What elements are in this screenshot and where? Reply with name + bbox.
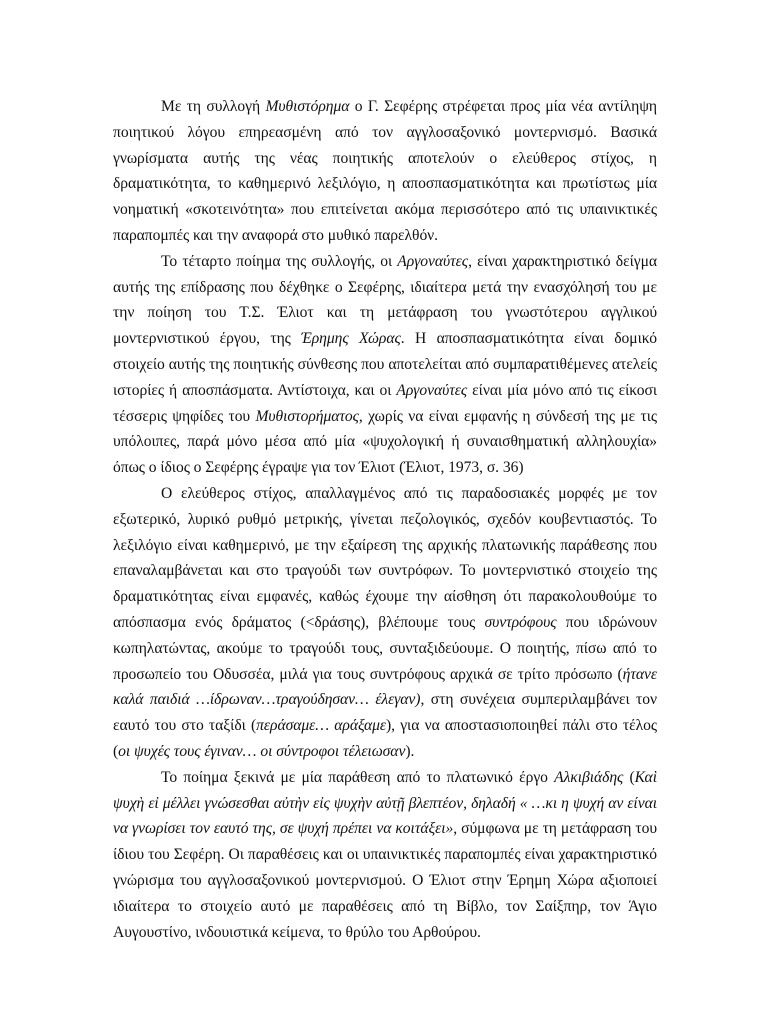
text-span: ), για να αποστασιοποιηθεί πάλι στο τέλος ( (113, 717, 657, 760)
text-span: , σύμφωνα με τη μετάφραση του ίδιου του Σεφέρη. Οι παραθέσεις και οι υπαινικτικές παραπομπές είναι χαρακτηριστικό γνώρισμα του αγγλοσαξονικού μοντερνισμού. Ο Έλιοτ στην Έρημη Χώρα αξιοποιεί ιδιαίτερα το στοιχείο αυτό με παραθέσεις από τη Βίβλο, τον Σαίξπηρ, τον Άγιο Αυγουστίνο, ινδουιστικά κείμενα, το θρύλο του Αρθούρου. (113, 820, 657, 941)
paragraph-3 (113, 481, 657, 765)
italic-quote: περάσαμε… αράξαμε (256, 717, 386, 735)
italic-title-mythistorima: Μυθιστόρημα (265, 98, 350, 115)
text-span: ). (405, 742, 415, 760)
paragraph-4 (113, 765, 657, 946)
italic-word: συντρόφους (484, 613, 557, 631)
body-text (113, 94, 657, 945)
italic-title-argonautes: Αργοναύτες (396, 381, 468, 399)
text-span: , χωρίς να είναι εμφανής η σύνδεσή της με τις υπόλοιπες, παρά μόνο μέσα από μία «ψυχολογική ή συναισθηματική αλληλουχία» όπως ο ίδιος ο Σεφέρης έγραψε για τον Έλιοτ (Έλιοτ, 1973, σ. 36) (113, 407, 657, 477)
italic-quote: ήτανε καλά παιδιά …ίδρωναν…τραγούδησαν… έλεγαν) (113, 665, 657, 709)
text-span: , στη συνέχεια συμπεριλαμβάνει τον εαυτό του στο ταξίδι ( (113, 691, 657, 735)
italic-title-mythistorimatos: Μυθιστορήματος (255, 407, 359, 425)
italic-quote-plato: Καὶ ψυχὴ εἰ μέλλει γνώσεσθαι αὐτὴν εἰς ψυχὴν αὐτῇ βλεπτέον, δηλαδή « …κι η ψυχή αν είναι να γνωρίσει τον εαυτό της, σε ψυχή πρέπει να κοιτάξει» (113, 768, 657, 838)
text-span: , είναι χαρακτηριστικό δείγμα αυτής της επίδρασης που δέχθηκε ο Σεφέρης, ιδιαίτερα μετά την ενασχόλησή του με την ποίηση του Τ.Σ. Έλιοτ και τη μετάφραση του γνωστότερου αγγλικού μοντερνιστικού έργου, της (113, 252, 658, 348)
text-span: ( (623, 768, 635, 786)
text-span: είναι μία μόνο από τις είκοσι τέσσερις ψηφίδες του (113, 381, 658, 425)
text-span: ο Γ. Σεφέρης στρέφεται προς μία νέα αντίληψη ποιητικού λόγου επηρεασμένη από τον αγγλοσαξονικό μοντερνισμό. Βασικά γνωρίσματα αυτής της νέας ποιητικής αποτελούν ο ελεύθερος στίχος, η δραματικότητα, το καθημερινό λεξιλόγιο, η αποσπασματικότητα και πρωτίστως μία νοηματική «σκοτεινότητα» που επιτείνεται ακόμα περισσότερο από τις υπαινικτικές παραπομπές και την αναφορά στο μυθικό παρελθόν. (113, 98, 658, 244)
text-span: . Η αποσπασματικότητα είναι δομικό στοιχείο αυτής της ποιητικής σύνθεσης που αποτελείται από συμπαρατιθέμενες ατελείς ιστορίες ή αποσπάσματα. Αντίστοιχα, και οι (113, 330, 657, 399)
italic-quote: οι ψυχές τους έγιναν… οι σύντροφοι τέλειωσαν (118, 742, 406, 760)
paragraph-2 (113, 249, 657, 481)
text-span: Το ποίημα ξεκινά με μία παράθεση από το πλατωνικό έργο (161, 768, 555, 786)
paragraph-1 (113, 94, 657, 249)
text-span: Με τη συλλογή (161, 98, 266, 115)
text-span: που ιδρώνουν κωπηλατώντας, ακούμε το τραγούδι τους, συνταξιδεύουμε. Ο ποιητής, πίσω από το προσωπείο του Οδυσσέα, μιλά για τους συντρόφους αρχικά σε τρίτο πρόσωπο ( (113, 613, 657, 683)
italic-title-alkiviadis: Αλκιβιάδης (554, 768, 624, 786)
text-span: Ο ελεύθερος στίχος, απαλλαγμένος από τις παραδοσιακές μορφές με τον εξωτερικό, λυρικό ρυθμό μετρικής, γίνεται πεζολογικός, σχεδόν κουβεντιαστός. Το λεξιλόγιο είναι καθημερινό, με την εξαίρεση της αρχικής πλατωνικής παράθεσης που επαναλαμβάνεται και στο τραγούδι των συντρόφων. Το μοντερνιστικό στοιχείο της δραματικότητας είναι εμφανές, καθώς έχουμε την αίσθηση ότι παρακολουθούμε το απόσπασμα ενός δράματος (<δράσης), βλέπουμε τους (113, 484, 657, 631)
italic-title-erimi-chora: Έρημης Χώρας (301, 330, 401, 348)
text-span: Το τέταρτο ποίημα της συλλογής, οι (161, 252, 398, 270)
italic-title-argonautes: Αργοναύτες (397, 252, 469, 270)
